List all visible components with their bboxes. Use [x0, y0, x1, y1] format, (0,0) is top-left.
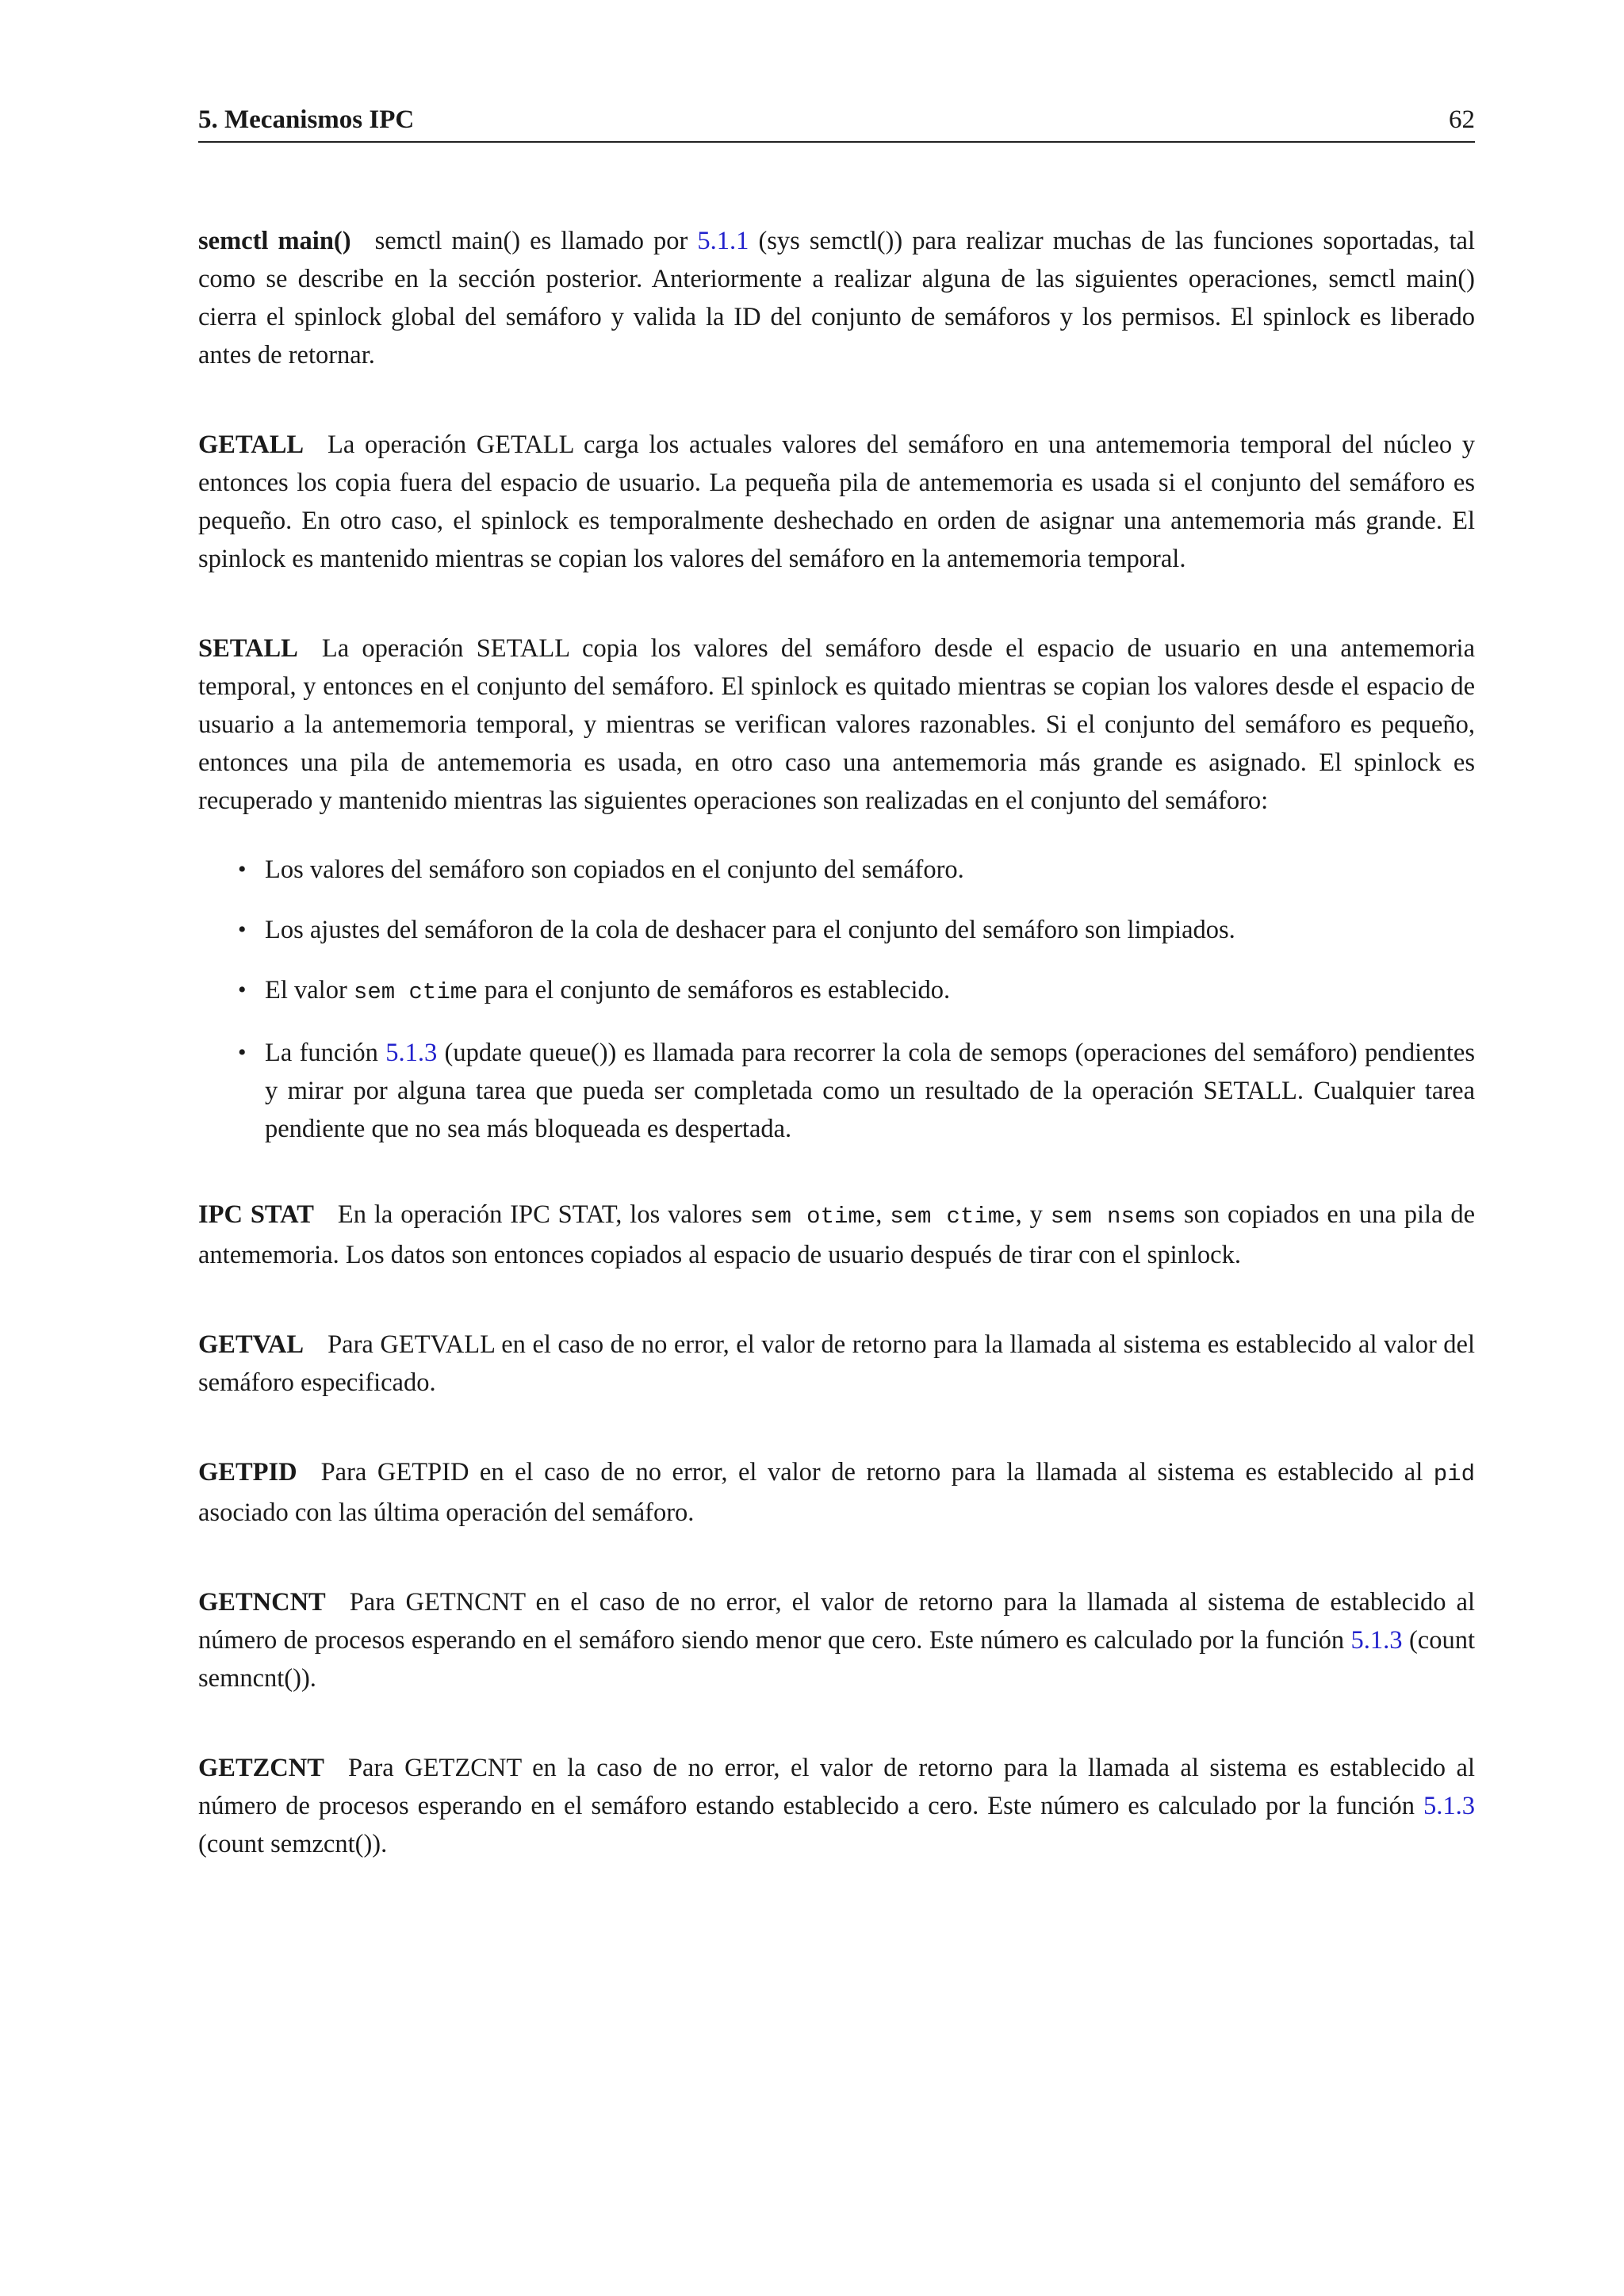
code-term: sem nsems	[1050, 1203, 1177, 1230]
text: semctl main() es llamado por	[374, 227, 698, 255]
text: La operación SETALL copia los valores del semáforo desde el espacio de usuario en una antememoria temporal, y entonces en el conjunto del semáforo. El spinlock es quitado mientras se copian los valores desde el espacio de usuario a la antememoria temporal, y mientras se verifican valores razonables. Si el conjunto del semáforo es pequeño, entonces una pila de antememoria es usada, en otro caso una antememoria más grande es asignado. El spinlock es recuperado y mantenido mientras las siguientes operaciones son realizadas en el conjunto del semáforo:	[198, 634, 1475, 815]
running-header	[198, 101, 1475, 143]
page-body	[198, 222, 1475, 1915]
text: (count semncnt()).	[198, 1626, 1475, 1693]
term-setall: SETALL	[198, 634, 298, 663]
text: Para GETZCNT en la caso de no error, el valor de retorno para la llamada al sistema es establecido al número de procesos esperando en el semáforo estando establecido a cero. Este número es calculado por la función	[198, 1754, 1475, 1820]
list-item	[198, 971, 1475, 1012]
text: En la operación IPC STAT, los valores	[337, 1200, 750, 1229]
text: Para GETNCNT en el caso de no error, el valor de retorno para la llamada al sistema de establecido al número de procesos esperando en el semáforo siendo menor que cero. Este número es calculado por la función	[198, 1588, 1475, 1655]
page-number: 62	[1449, 105, 1475, 134]
chapter-title: 5. Mecanismos IPC	[198, 105, 415, 134]
paragraph-setall	[198, 629, 1475, 820]
term-ipc-stat: IPC STAT	[198, 1200, 314, 1229]
section-link[interactable]: 5.1.3	[1423, 1792, 1475, 1820]
text: Para GETVALL en el caso de no error, el valor de retorno para la llamada al sistema es establecido al valor del semáforo especificado.	[198, 1330, 1475, 1397]
bullet-icon: •	[238, 977, 247, 1003]
section-link[interactable]: 5.1.3	[1350, 1626, 1403, 1655]
code-term: sem otime	[749, 1203, 876, 1230]
bullet-icon: •	[238, 856, 247, 882]
paragraph-getpid	[198, 1453, 1475, 1532]
section-link[interactable]: 5.1.3	[385, 1039, 438, 1067]
text: La operación GETALL carga los actuales valores del semáforo en una antememoria temporal del núcleo y entonces los copia fuera del espacio de usuario. La pequeña pila de antememoria es usada si el conjunto del semáforo es pequeño. En otro caso, el spinlock es temporalmente deshechado en orden de asignar una antememoria más grande. El spinlock es mantenido mientras se copian los valores del semáforo en la antememoria temporal.	[198, 430, 1475, 573]
list-item	[198, 1034, 1475, 1148]
term-semctl-main: semctl main()	[198, 227, 351, 255]
paragraph-getval	[198, 1326, 1475, 1402]
code-term: sem ctime	[890, 1203, 1016, 1230]
term-getval: GETVAL	[198, 1330, 304, 1359]
text: (count semzcnt()).	[198, 1830, 388, 1858]
term-getall: GETALL	[198, 430, 304, 459]
list-item	[198, 851, 1475, 889]
paragraph-getzcnt	[198, 1749, 1475, 1863]
paragraph-ipc-stat	[198, 1196, 1475, 1274]
text: (sys semctl()) para realizar muchas de las funciones soportadas, tal como se describe en la sección posterior. Anteriormente a realizar alguna de las siguientes operaciones, semctl main() cierra el spinlock global del semáforo y valida la ID del conjunto de semáforos y los permisos. El spinlock es liberado antes de retornar.	[198, 227, 1475, 369]
bullet-icon: •	[238, 916, 247, 943]
section-link[interactable]: 5.1.1	[697, 227, 749, 255]
text: Para GETPID en el caso de no error, el valor de retorno para la llamada al sistema es establecido al	[320, 1458, 1434, 1487]
text: , y	[1015, 1200, 1051, 1229]
list-item	[198, 911, 1475, 949]
text: La función	[265, 1039, 386, 1067]
text: asociado con las última operación del semáforo.	[198, 1498, 695, 1527]
paragraph-semctl-main	[198, 222, 1475, 374]
term-getzcnt: GETZCNT	[198, 1754, 324, 1782]
bullet-icon: •	[238, 1039, 247, 1066]
paragraph-getall	[198, 426, 1475, 578]
text: ,	[875, 1200, 891, 1229]
code-term: pid	[1433, 1461, 1475, 1487]
code-term: sem ctime	[353, 979, 478, 1005]
text: El valor	[265, 976, 354, 1004]
text: Los valores del semáforo son copiados en el conjunto del semáforo.	[265, 855, 964, 884]
text: para el conjunto de semáforos es establecido.	[477, 976, 951, 1004]
term-getpid: GETPID	[198, 1458, 297, 1487]
text: (update queue()) es llamada para recorrer la cola de semops (operaciones del semáforo) pendientes y mirar por alguna tarea que pueda ser completada como un resultado de la operación SETALL. Cualquier tarea pendiente que no sea más bloqueada es despertada.	[265, 1039, 1475, 1143]
text: Los ajustes del semáforon de la cola de deshacer para el conjunto del semáforo son limpiados.	[265, 916, 1235, 944]
term-getncnt: GETNCNT	[198, 1588, 326, 1617]
paragraph-getncnt	[198, 1583, 1475, 1697]
text: son copiados en una pila de antememoria. Los datos son entonces copiados al espacio de usuario después de tirar con el spinlock.	[198, 1200, 1475, 1269]
setall-operations-list	[198, 851, 1475, 1148]
